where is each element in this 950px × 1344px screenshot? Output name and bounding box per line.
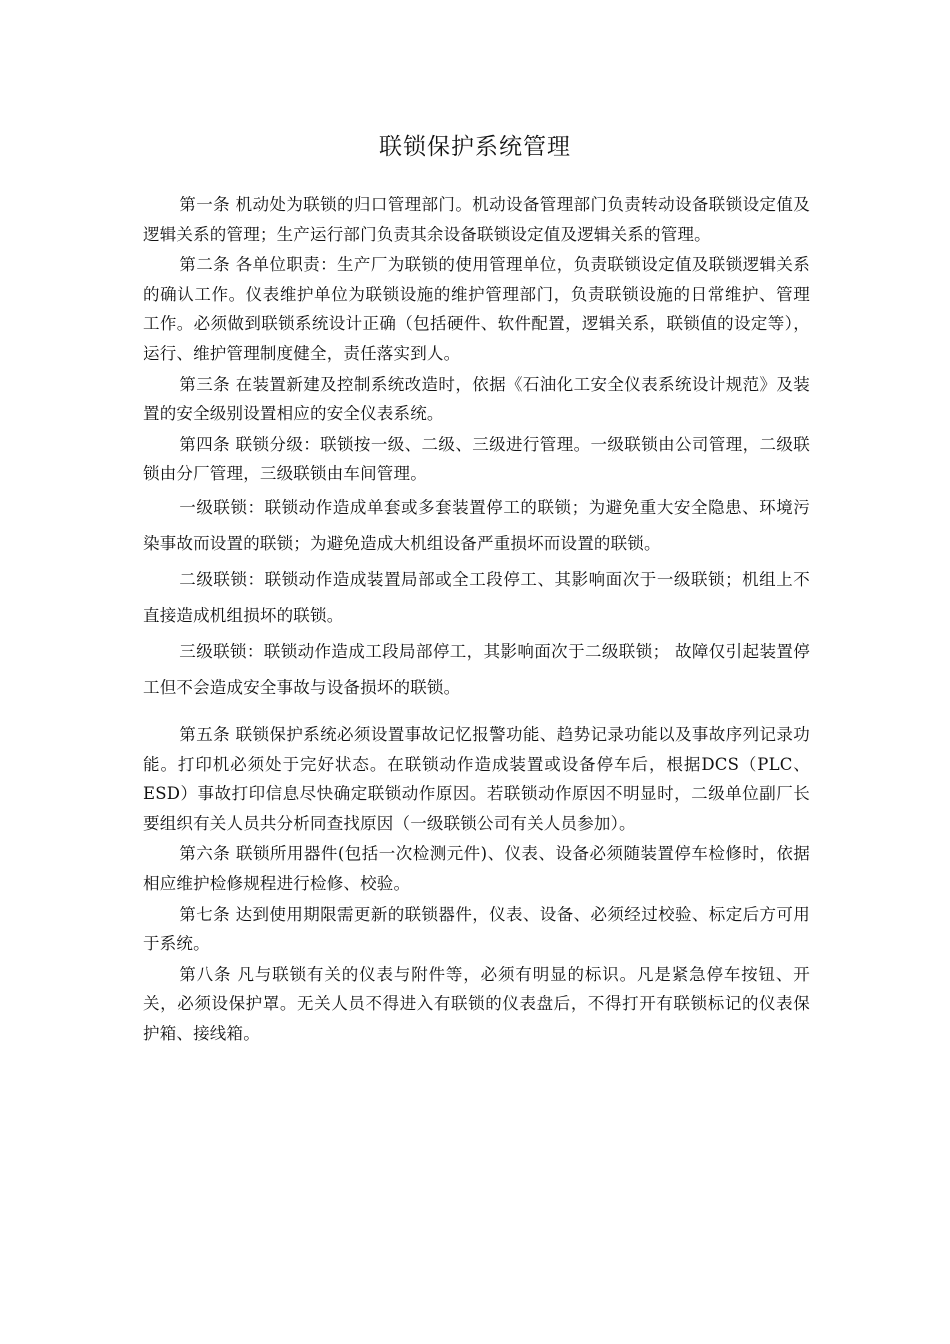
level-1-interlock-paragraph: 一级联锁：联锁动作造成单套或多套装置停工的联锁；为避免重大安全隐患、环境污染事故而设置的联锁；为避免造成大机组设备严重损坏而设置的联锁。 <box>143 497 810 553</box>
document-title: 联锁保护系统管理 <box>379 134 571 160</box>
level-2-interlock-paragraph: 二级联锁：联锁动作造成装置局部或全工段停工、其影响面次于一级联锁；机组上不直接造成机组损坏的联锁。 <box>143 569 810 625</box>
level-3-interlock-paragraph: 三级联锁：联锁动作造成工段局部停工，其影响面次于二级联锁； 故障仅引起装置停工但不会造成安全事故与设备损坏的联锁。 <box>143 641 810 697</box>
document-body <box>143 190 810 1049</box>
article-1-paragraph: 第一条 机动处为联锁的归口管理部门。机动设备管理部门负责转动设备联锁设定值及逻辑关系的管理；生产运行部门负责其余设备联锁设定值及逻辑关系的管理。 <box>143 195 810 244</box>
article-4-paragraph: 第四条 联锁分级：联锁按一级、二级、三级进行管理。一级联锁由公司管理，二级联锁由分厂管理，三级联锁由车间管理。 <box>143 434 810 484</box>
article-2-paragraph: 第二条 各单位职责：生产厂为联锁的使用管理单位，负责联锁设定值及联锁逻辑关系的确认工作。仪表维护单位为联锁设施的维护管理部门，负责联锁设施的日常维护、管理工作。必须做到联锁系统设计正确（包括硬件、软件配置，逻辑关系，联锁值的设定等），运行、维护管理制度健全，责任落实到人。 <box>143 255 810 363</box>
article-8-paragraph: 第八条 凡与联锁有关的仪表与附件等，必须有明显的标识。凡是紧急停车按钮、开关，必须设保护罩。无关人员不得进入有联锁的仪表盘后，不得打开有联锁标记的仪表保护箱、接线箱。 <box>143 964 810 1043</box>
article-7-paragraph: 第七条 达到使用期限需更新的联锁器件，仪表、设备、必须经过校验、标定后方可用于系统。 <box>143 904 810 954</box>
article-3-paragraph: 第三条 在装置新建及控制系统改造时，依据《石油化工安全仪表系统设计规范》及装置的安全级别设置相应的安全仪表系统。 <box>143 374 810 424</box>
article-6-paragraph: 第六条 联锁所用器件(包括一次检测元件)、仪表、设备必须随装置停车检修时，依据相应维护检修规程进行检修、校验。 <box>143 844 810 893</box>
article-5-paragraph: 第五条 联锁保护系统必须设置事故记忆报警功能、趋势记录功能以及事故序列记录功能。打印机必须处于完好状态。在联锁动作造成装置或设备停车后，根据DCS（PLC、ESD）事故打印信息尽快确定联锁动作原因。若联锁动作原因不明显时，二级单位副厂长要组织有关人员共分析同查找原因（一级联锁公司有关人员参加）。 <box>143 724 810 833</box>
